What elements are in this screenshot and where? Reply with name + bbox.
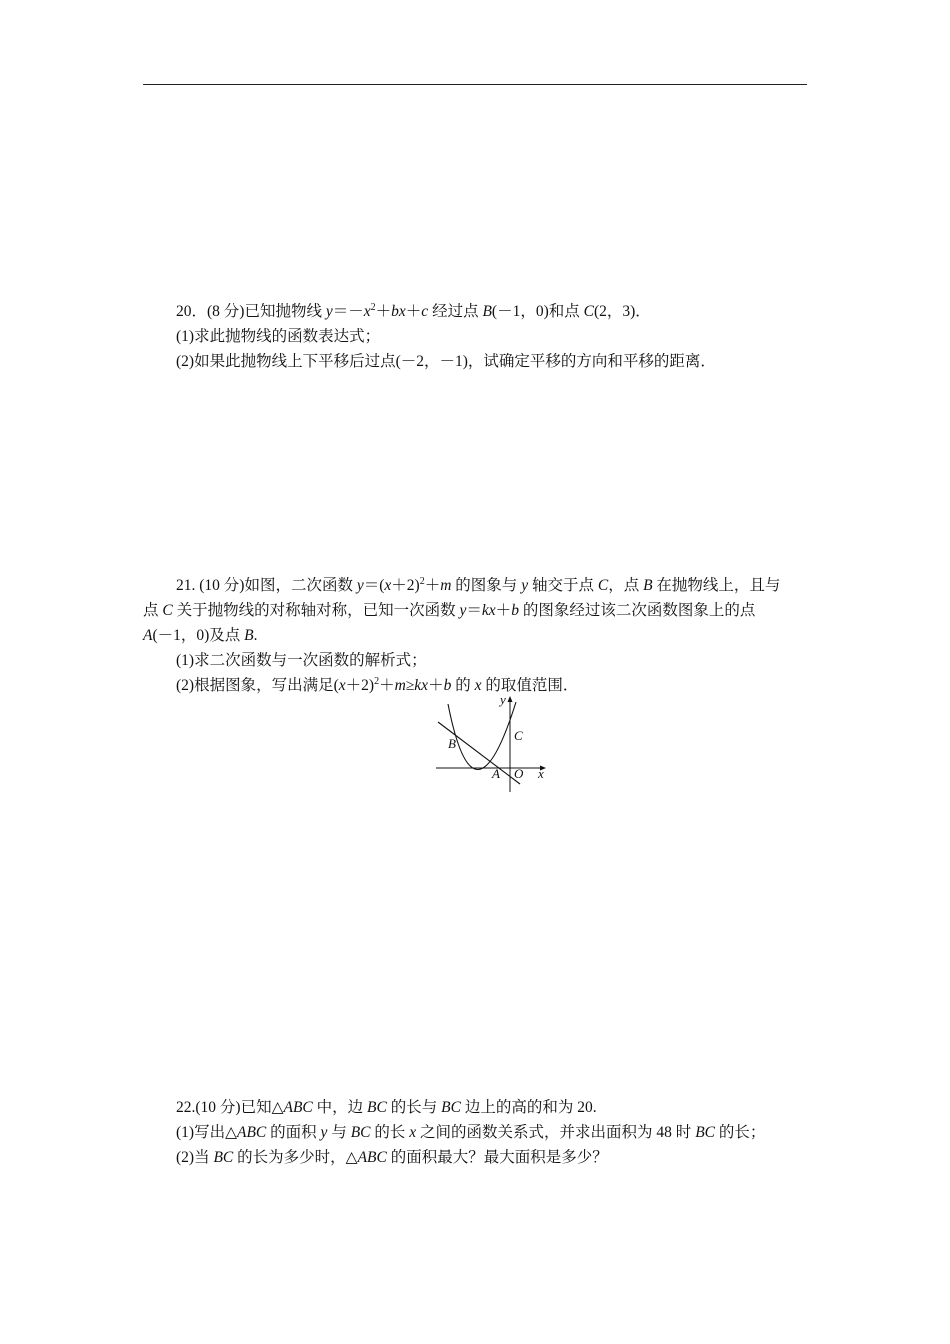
q22-part1: (1)写出△ABC 的面积 y 与 BC 的长 x 之间的函数关系式，并求出面积为 48 时 BC 的长； — [176, 1124, 766, 1141]
q22-line1: 22.(10 分)已知△ABC 中，边 BC 的长与 BC 边上的高的和为 20. — [176, 1099, 597, 1116]
q20-part1: (1)求此抛物线的函数表达式； — [176, 328, 381, 345]
parabola-curve — [448, 702, 516, 770]
parabola-figure — [432, 694, 552, 794]
q20-part2: (2)如果此抛物线上下平移后过点(－2，－1)，试确定平移的方向和平移的距离． — [176, 353, 716, 370]
q22-part2: (2)当 BC 的长为多少时，△ABC 的面积最大？最大面积是多少？ — [176, 1149, 608, 1166]
origin-label: O — [514, 766, 524, 781]
q20-line1: 20．(8 分)已知抛物线 $y=-x^2+bx+c$ 经过点 B(－1，0)和点 C(2，3)． — [176, 301, 651, 320]
q21-part2: (2)根据图象，写出满足$(x+2)^2+m\ge kx+b$ 的 x 的取值范围． — [176, 675, 579, 694]
q21-line1: 21. (10 分)如图，二次函数 $y=(x+2)^2+m$ 的图象与 y 轴交于点 C，点 B 在抛物线上，且与 — [176, 575, 781, 594]
point-b-label: B — [448, 736, 456, 751]
q21-line3: A(－1，0)及点 B. — [143, 627, 258, 644]
y-axis-arrow — [508, 696, 513, 702]
x-axis-label: x — [538, 766, 544, 781]
q21-part1: (1)求二次函数与一次函数的解析式； — [176, 652, 427, 669]
linear-function-line — [438, 722, 520, 784]
header-rule — [143, 84, 807, 85]
y-axis-label: y — [500, 692, 506, 707]
point-a-label: A — [492, 766, 500, 781]
q21-line2: 点 C 关于抛物线的对称轴对称，已知一次函数 y＝kx＋b 的图象经过该二次函数图象上的点 — [143, 602, 756, 619]
point-c-label: C — [514, 728, 523, 743]
